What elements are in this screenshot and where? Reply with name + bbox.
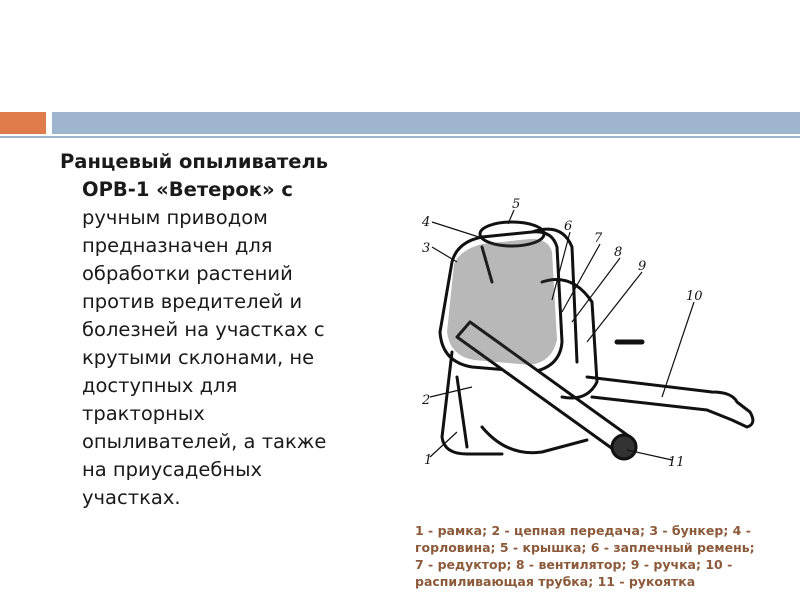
header-accent-orange (0, 112, 46, 134)
text-line: доступных для (82, 374, 238, 397)
label-11: 11 (668, 455, 685, 470)
text-line: предназначен для (82, 234, 273, 257)
figure-caption (415, 522, 795, 590)
caption-line: 1 - рамка; 2 - цепная передача; 3 - бункер; 4 - (415, 523, 751, 538)
leader-line (587, 272, 642, 342)
text-line: ОРВ-1 «Ветерок» с (82, 178, 293, 201)
leader-line (572, 258, 620, 322)
header-accent-blue (52, 112, 800, 134)
leader-line (662, 302, 694, 397)
text-line: против вредителей и (82, 290, 303, 313)
label-5: 5 (512, 197, 521, 212)
spray-tube (587, 377, 753, 427)
caption-line: 7 - редуктор; 8 - вентилятор; 9 - ручка; 10 - (415, 557, 733, 572)
label-1: 1 (424, 453, 433, 468)
leader-line (432, 222, 482, 238)
leader-line (430, 387, 472, 397)
label-10: 10 (686, 289, 703, 304)
label-7: 7 (594, 231, 603, 246)
text-line: ручным приводом (82, 206, 268, 229)
text-line: Ранцевый опыливатель (60, 150, 329, 173)
label-9: 9 (638, 259, 647, 274)
caption-line: горловина; 5 - крышка; 6 - заплечный ремень; (415, 540, 755, 555)
leader-line (562, 244, 600, 312)
text-line: опыливателей, а также (82, 430, 327, 453)
header-divider (0, 136, 800, 138)
label-6: 6 (564, 219, 573, 234)
label-2: 2 (422, 393, 431, 408)
caption-line: распиливающая трубка; 11 - рукоятка (415, 574, 696, 589)
text-line: обработки растений (82, 262, 293, 285)
text-line: крутыми склонами, не (82, 346, 315, 369)
duster-diagram (412, 192, 772, 482)
label-4: 4 (422, 215, 431, 230)
text-line: тракторных (82, 402, 205, 425)
text-line: участках. (82, 486, 181, 509)
main-text (60, 148, 390, 512)
label-3: 3 (422, 241, 431, 256)
text-line: на приусадебных (82, 458, 263, 481)
text-line: болезней на участках с (82, 318, 325, 341)
label-8: 8 (614, 245, 623, 260)
